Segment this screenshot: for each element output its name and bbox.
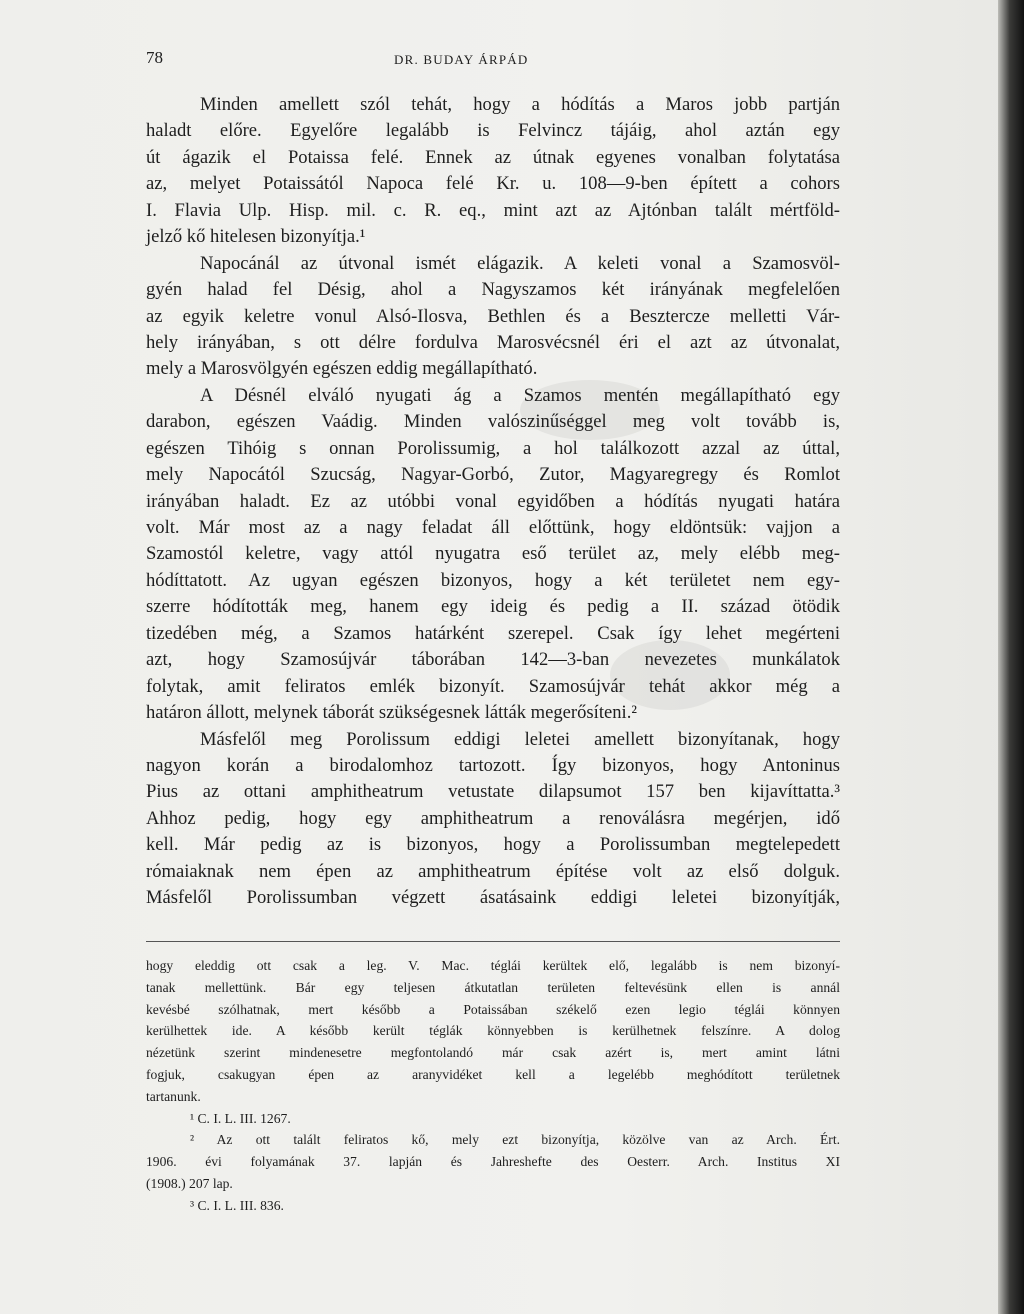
body-text <box>146 92 840 912</box>
text-line: az egyik keletre vonul Alsó-Ilosva, Bethlen és a Besztercze melletti Vár- <box>146 305 840 327</box>
text-line: az, melyet Potaissától Napoca felé Kr. u. 108—9-ben épített a cohors <box>146 173 840 195</box>
text-line: Szamostól keletre, vagy attól nyugatra eső terület az, mely elébb meg- <box>146 543 840 565</box>
footnote-3: ³ C. I. L. III. 836. <box>190 1197 284 1213</box>
text-line: Minden amellett szól tehát, hogy a hódítás a Maros jobb partján <box>200 94 840 115</box>
text-line: nagyon korán a birodalomhoz tartozott. Így bizonyos, hogy Antoninus <box>146 754 840 776</box>
text-line: jelző kő hitelesen bizonyítja.¹ <box>146 226 366 248</box>
text-line: hódíttatott. Az ugyan egészen bizonyos, hogy a két területet nem egy- <box>146 569 840 591</box>
text-line: azt, hogy Szamosújvár táborában 142—3-ban nevezetes munkálatok <box>146 649 840 671</box>
text-line: Pius az ottani amphitheatrum vetustate dilapsumot 157 ben kijavíttatta.³ <box>146 781 840 803</box>
text-line: folytak, amit feliratos emlék bizonyít. Szamosújvár tehát akkor még a <box>146 675 840 697</box>
footnote-divider <box>146 941 840 942</box>
text-line: irányában haladt. Ez az utóbbi vonal egyidőben a hódítás nyugati határa <box>146 490 840 512</box>
text-line: Napocánál az útvonal ismét elágazik. A keleti vonal a Szamosvöl- <box>200 252 840 274</box>
text-line: mely Napocától Szucság, Nagyar-Gorbó, Zutor, Magyaregregy és Romlot <box>146 464 840 486</box>
text-line: gyén halad fel Désig, ahol a Nagyszamos két irányának megfelelően <box>146 279 840 301</box>
footnote-2: ² Az ott talált feliratos kő, mely ezt bizonyítja, közölve van az Arch. Ért. <box>190 1132 840 1148</box>
footnote-line: 1906. évi folyamának 37. lapján és Jahreshefte des Oesterr. Arch. Institus XI <box>146 1154 840 1170</box>
text-line: út ágazik el Potaissa felé. Ennek az útnak egyenes vonalban folytatása <box>146 146 840 168</box>
text-line: rómaiaknak nem épen az amphitheatrum építése volt az első dolguk. <box>146 860 840 882</box>
running-head: DR. BUDAY ÁRPÁD <box>394 52 529 67</box>
text-line: darabon, egészen Vaádig. Minden valószinűséggel meg volt tovább is, <box>146 411 840 433</box>
book-binding-shadow <box>998 0 1024 1314</box>
text-line: Másfelől Porolissumban végzett ásatásaink eddigi leletei bizonyítják, <box>146 887 840 909</box>
text-line: mely a Marosvölgyén egészen eddig megállapítható. <box>146 358 538 380</box>
text-line: Ahhoz pedig, hogy egy amphitheatrum a renoválásra megérjen, idő <box>146 807 840 829</box>
footnote-line: kevésbé szólhatnak, mert később a Potaissában székelő ezen legio téglái könnyen <box>146 1001 840 1017</box>
text-line: haladt előre. Egyelőre legalább is Felvincz tájáig, ahol aztán egy <box>146 120 840 142</box>
footnote-1: ¹ C. I. L. III. 1267. <box>190 1110 291 1126</box>
footnote-line: hogy eleddig ott csak a leg. V. Mac. téglái kerültek elő, legalább is nem bizonyí- <box>146 958 840 973</box>
text-line: tizedében még, a Szamos határként szerepel. Csak így lehet megérteni <box>146 622 840 644</box>
page-header <box>146 48 876 74</box>
footnote-line: tanak mellettünk. Bár egy teljesen átkutatlan területen feltevésünk ellen is annál <box>146 979 840 995</box>
text-line: határon állott, melynek táborát szükségesnek látták megerősíteni.² <box>146 702 637 724</box>
text-line: szerre hódították meg, hanem egy ideig és pedig a II. század ötödik <box>146 596 840 618</box>
text-line: Másfelől meg Porolissum eddigi leletei amellett bizonyítanak, hogy <box>200 728 840 750</box>
footnotes <box>146 955 840 1217</box>
text-line: A Désnél elváló nyugati ág a Szamos mentén megállapítható egy <box>200 384 840 406</box>
text-line: kell. Már pedig az is bizonyos, hogy a Porolissumban megtelepedett <box>146 834 840 856</box>
footnote-line: (1908.) 207 lap. <box>146 1175 233 1191</box>
text-line: hely irányában, s ott délre fordulva Marosvécsnél éri el azt az útvonalat, <box>146 331 840 353</box>
text-line: volt. Már most az a nagy feladat áll előttünk, hogy eldöntsük: vajjon a <box>146 517 840 538</box>
footnote-line: fogjuk, csakugyan épen az aranyvidéket kell a legelébb meghódított területnek <box>146 1066 840 1082</box>
footnote-line: tartanunk. <box>146 1088 201 1104</box>
footnote-line: nézetünk szerint mindenesetre megfontolandó már csak azért is, mert amint látni <box>146 1045 840 1061</box>
footnote-line: kerülhettek ide. A később került téglák könnyebben is kerülhetnek felszínre. A dolog <box>146 1023 840 1039</box>
text-line: egészen Tihóig s onnan Porolissumig, a hol találkozott azzal az úttal, <box>146 437 840 459</box>
page-number: 78 <box>146 48 163 67</box>
text-line: I. Flavia Ulp. Hisp. mil. c. R. eq., mint azt az Ajtónban talált mértföld- <box>146 199 840 221</box>
